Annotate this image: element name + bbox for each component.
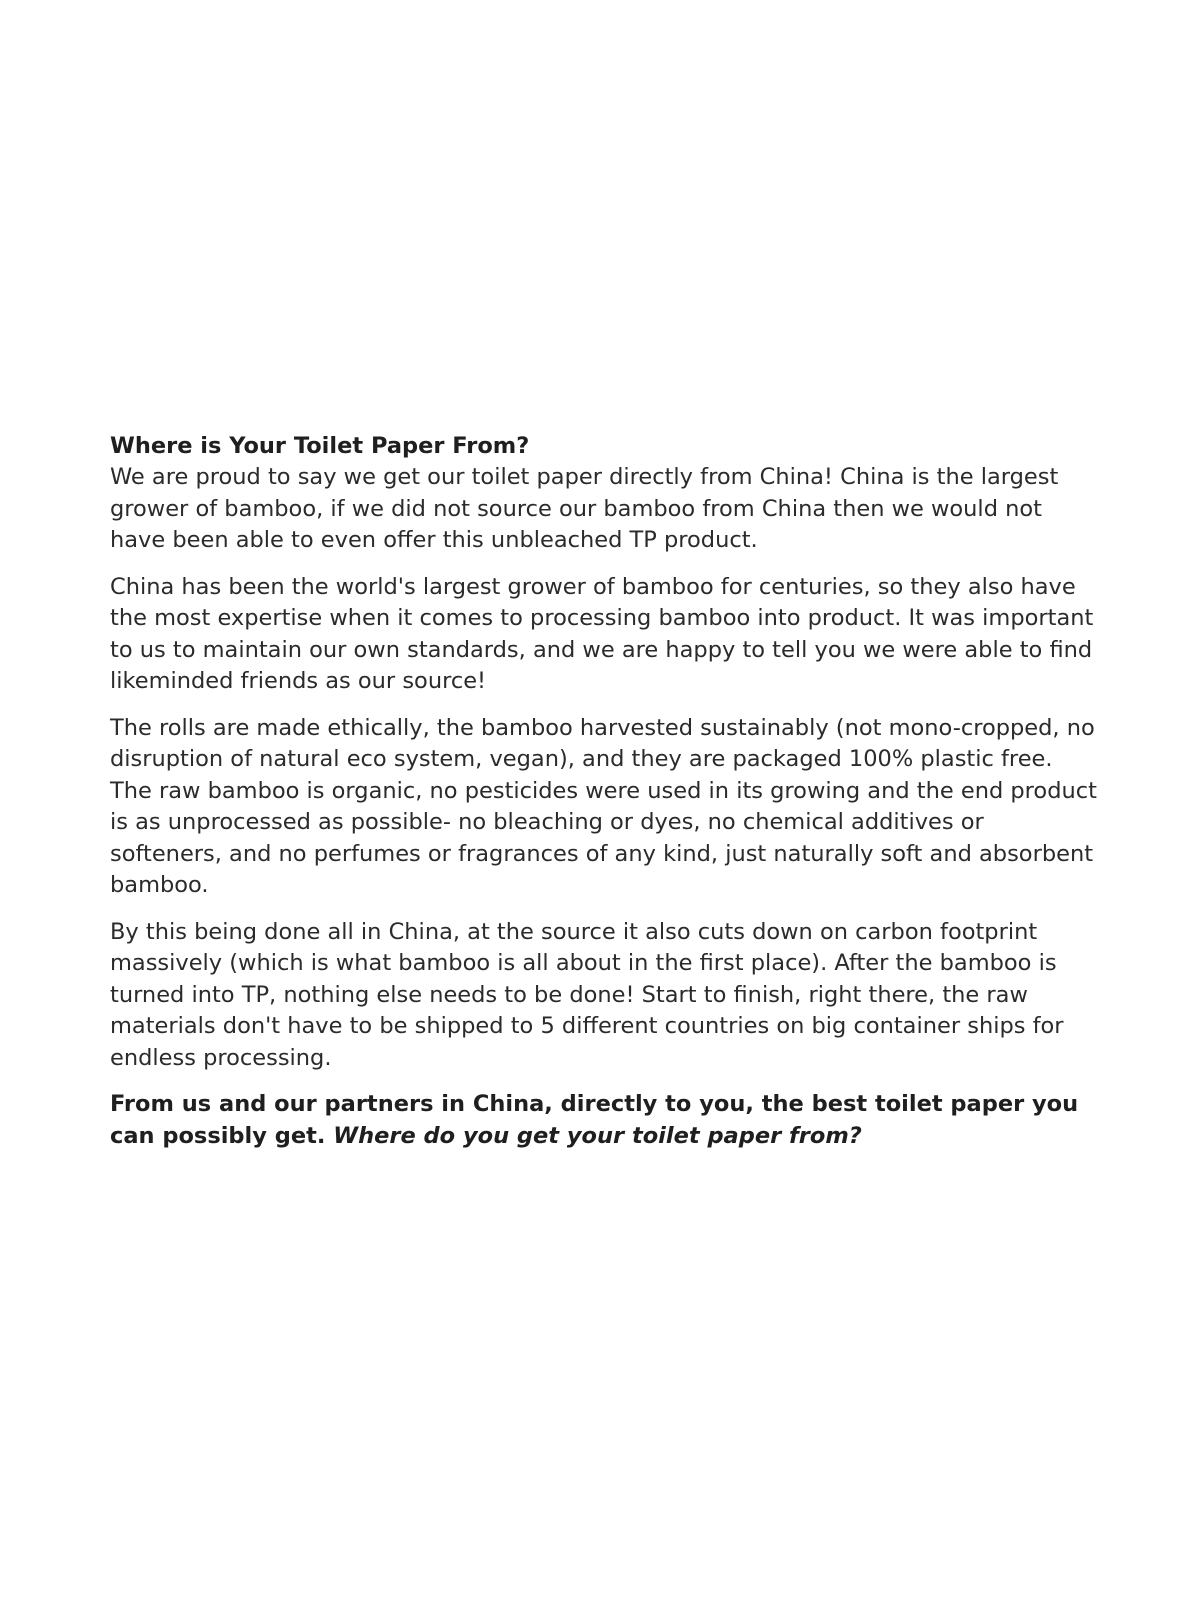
article-paragraph-2: China has been the world's largest grower of bamboo for centuries, so they also have the most expertise when it comes to processing bamboo into product. It was important to us to maintain our own standards, and we are happy to tell you we were able to find likeminded friends as our source! [110,573,1094,694]
article-paragraph-3: The rolls are made ethically, the bamboo harvested sustainably (not mono-cropped, no disruption of natural eco system, vegan), and they are packaged 100% plastic free. The raw bamboo is organic, no pesticides were used in its growing and the end product is as unprocessed as possible- no bleaching or dyes, no chemical additives or softeners, and no perfumes or fragrances of any kind, just naturally soft and absorbent bamboo. [110,714,1097,898]
closing-statement: From us and our partners in China, directly to you, the best toilet paper you can possibly get. [110,1091,1079,1149]
article-body [110,430,1100,1152]
article-paragraph-1: We are proud to say we get our toilet paper directly from China! China is the largest grower of bamboo, if we did not source our bamboo from China then we would not have been able to even offer this unbleached TP product. [110,464,1059,553]
article-paragraph-4: By this being done all in China, at the source it also cuts down on carbon footprint massively (which is what bamboo is all about in the first place). After the bamboo is turned into TP, nothing else needs to be done! Start to finish, right there, the raw materials don't have to be shipped to 5 different countries on big container ships for endless processing. [110,918,1064,1071]
closing-question: Where do you get your toilet paper from? [333,1122,862,1149]
article-closing [110,1089,1100,1152]
article-heading: Where is Your Toilet Paper From? [110,433,530,459]
